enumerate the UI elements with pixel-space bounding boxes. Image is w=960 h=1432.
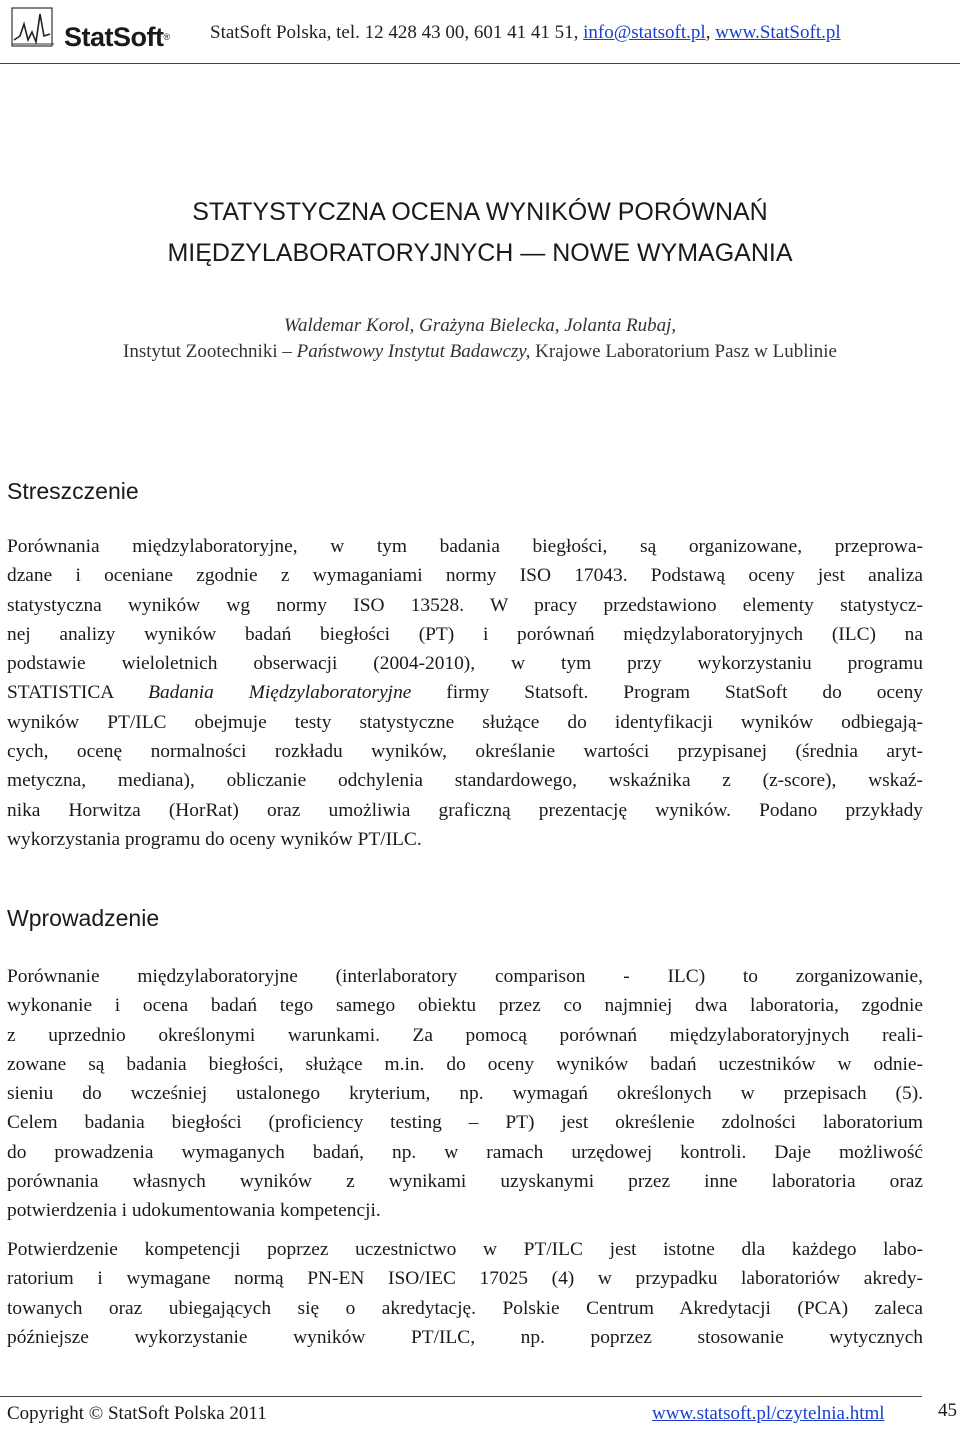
paragraph-line bbox=[7, 1138, 923, 1167]
text-segment: cych, ocenę normalności rozkładu wyników, określanie wartości przypisanej (średnia aryt- bbox=[7, 741, 923, 763]
affiliation-part-3: Krajowe Laboratorium Pasz w Lublinie bbox=[530, 341, 837, 362]
website-link[interactable]: www.StatSoft.pl bbox=[715, 22, 841, 43]
footer-link[interactable]: www.statsoft.pl/czytelnia.html bbox=[652, 1403, 885, 1424]
introduction-paragraph-2 bbox=[7, 1235, 923, 1352]
paragraph-line bbox=[7, 1079, 923, 1108]
contact-text: StatSoft Polska, tel. 12 428 43 00, 601 41 41 51, bbox=[210, 22, 584, 43]
affiliation-part-1: Instytut Zootechniki – bbox=[123, 341, 297, 362]
text-segment: Porównanie międzylaboratoryjne (interlaboratory comparison - ILC) to zorganizowanie, bbox=[7, 966, 923, 987]
text-segment: ratorium i wymagane normą PN-EN ISO/IEC 17025 (4) w przypadku laboratoriów akredy- bbox=[7, 1268, 923, 1290]
section-heading-abstract: Streszczenie bbox=[7, 478, 139, 504]
paragraph-line bbox=[7, 766, 923, 795]
paragraph-line bbox=[7, 561, 923, 590]
footer-copyright: Copyright © StatSoft Polska 2011 bbox=[7, 1403, 267, 1424]
header-contact bbox=[210, 22, 841, 44]
logo-wordmark: StatSoft® bbox=[64, 22, 170, 52]
paragraph-line bbox=[7, 825, 923, 854]
text-segment: wyników PT/ILC obejmuje testy statystyczne służące do identyfikacji wyników odbiegają- bbox=[7, 711, 923, 733]
footer-divider bbox=[0, 1396, 922, 1397]
page-number: 45 bbox=[938, 1400, 957, 1421]
paragraph-line bbox=[7, 1196, 923, 1225]
text-segment: nika Horwitza (HorRat) oraz umożliwia graficzną prezentację wyników. Podano przykłady bbox=[7, 799, 923, 821]
contact-separator: , bbox=[705, 22, 716, 43]
text-segment: podstawie wieloletnich obserwacji (2004-2010), w tym przy wykorzystaniu programu bbox=[7, 653, 923, 675]
registered-mark: ® bbox=[163, 32, 170, 42]
paragraph-line bbox=[7, 1264, 923, 1293]
page-header bbox=[0, 0, 960, 66]
text-segment: towanych oraz ubiegających się o akredytację. Polskie Centrum Akredytacji (PCA) zaleca bbox=[7, 1297, 923, 1319]
paragraph-line bbox=[7, 1294, 923, 1323]
paragraph-line bbox=[7, 737, 923, 766]
statsoft-logo-icon bbox=[10, 6, 60, 50]
paragraph-line bbox=[7, 620, 923, 649]
text-segment: późniejsze wykorzystanie wyników PT/ILC, np. poprzez stosowanie wytycznych bbox=[7, 1326, 923, 1348]
italic-text: Badania Międzylaboratoryjne bbox=[148, 682, 412, 704]
paragraph-line bbox=[7, 1235, 923, 1264]
text-segment: Celem badania biegłości (proficiency testing – PT) jest określenie zdolności laboratorium bbox=[7, 1112, 923, 1134]
text-segment: zowane są badania biegłości, służące m.in. do oceny wyników badań uczestników w odnie- bbox=[7, 1053, 923, 1075]
text-segment: STATISTICA bbox=[7, 682, 149, 704]
header-divider bbox=[0, 63, 960, 64]
paper-title-line-2: MIĘDZYLABORATORYJNYCH — NOWE WYMAGANIA bbox=[167, 239, 793, 267]
paragraph-line bbox=[7, 1167, 923, 1196]
text-segment: Porównania międzylaboratoryjne, w tym badania biegłości, są organizowane, przeprowa- bbox=[7, 536, 923, 557]
paragraph-line bbox=[7, 1323, 923, 1352]
affiliation-part-2: Państwowy Instytut Badawczy, bbox=[296, 341, 531, 362]
paragraph-line bbox=[7, 1050, 923, 1079]
email-link[interactable]: info@statsoft.pl bbox=[583, 22, 706, 43]
authors: Waldemar Korol, Grażyna Bielecka, Jolanta Rubaj, bbox=[283, 315, 677, 336]
text-segment: dzane i oceniane zgodnie z wymaganiami normy ISO 17043. Podstawą oceny jest analiza bbox=[7, 565, 923, 587]
affiliation bbox=[0, 341, 960, 363]
abstract-paragraph bbox=[7, 532, 923, 854]
paragraph-line bbox=[7, 649, 923, 678]
section-heading-introduction: Wprowadzenie bbox=[7, 905, 160, 931]
paragraph-line bbox=[7, 991, 923, 1020]
statsoft-logo[interactable] bbox=[10, 6, 190, 50]
paragraph-line bbox=[7, 1021, 923, 1050]
text-segment: do prowadzenia wymaganych badań, np. w ramach urzędowej kontroli. Daje możliwość bbox=[7, 1141, 923, 1163]
text-segment: sieniu do wcześniej ustalonego kryterium, np. wymagań określonych w przepisach (5). bbox=[7, 1083, 923, 1105]
text-segment: wykonanie i ocena badań tego samego obiektu przez co najmniej dwa laboratoria, zgodnie bbox=[7, 995, 923, 1017]
introduction-paragraph-1 bbox=[7, 962, 923, 1226]
paragraph-line bbox=[7, 591, 923, 620]
paragraph-line bbox=[7, 708, 923, 737]
text-segment: Potwierdzenie kompetencji poprzez uczestnictwo w PT/ILC jest istotne dla każdego labo- bbox=[7, 1239, 923, 1260]
text-segment: firmy Statsoft. Program StatSoft do oceny bbox=[411, 682, 923, 704]
paragraph-line bbox=[7, 532, 923, 561]
paragraph-line bbox=[7, 1108, 923, 1137]
text-segment: z uprzednio określonymi warunkami. Za pomocą porównań międzylaboratoryjnych reali- bbox=[7, 1024, 923, 1046]
text-segment: metyczna, mediana), obliczanie odchylenia standardowego, wskaźnika z (z-score), wskaź- bbox=[7, 770, 923, 792]
paper-title-line-1: STATYSTYCZNA OCENA WYNIKÓW PORÓWNAŃ bbox=[192, 198, 768, 226]
text-segment: porównania własnych wyników z wynikami uzyskanymi przez inne laboratoria oraz bbox=[7, 1171, 923, 1193]
paragraph-line bbox=[7, 678, 923, 707]
paragraph-line bbox=[7, 796, 923, 825]
text-segment: nej analizy wyników badań biegłości (PT) i porównań międzylaboratoryjnych (ILC) na bbox=[7, 623, 923, 645]
text-segment: statystyczna wyników wg normy ISO 13528. W pracy przedstawiono elementy statystycz- bbox=[7, 594, 923, 616]
text-segment: wykorzystania programu do oceny wyników PT/ILC. bbox=[7, 828, 422, 850]
paragraph-line bbox=[7, 962, 923, 991]
text-segment: potwierdzenia i udokumentowania kompetencji. bbox=[7, 1200, 381, 1222]
